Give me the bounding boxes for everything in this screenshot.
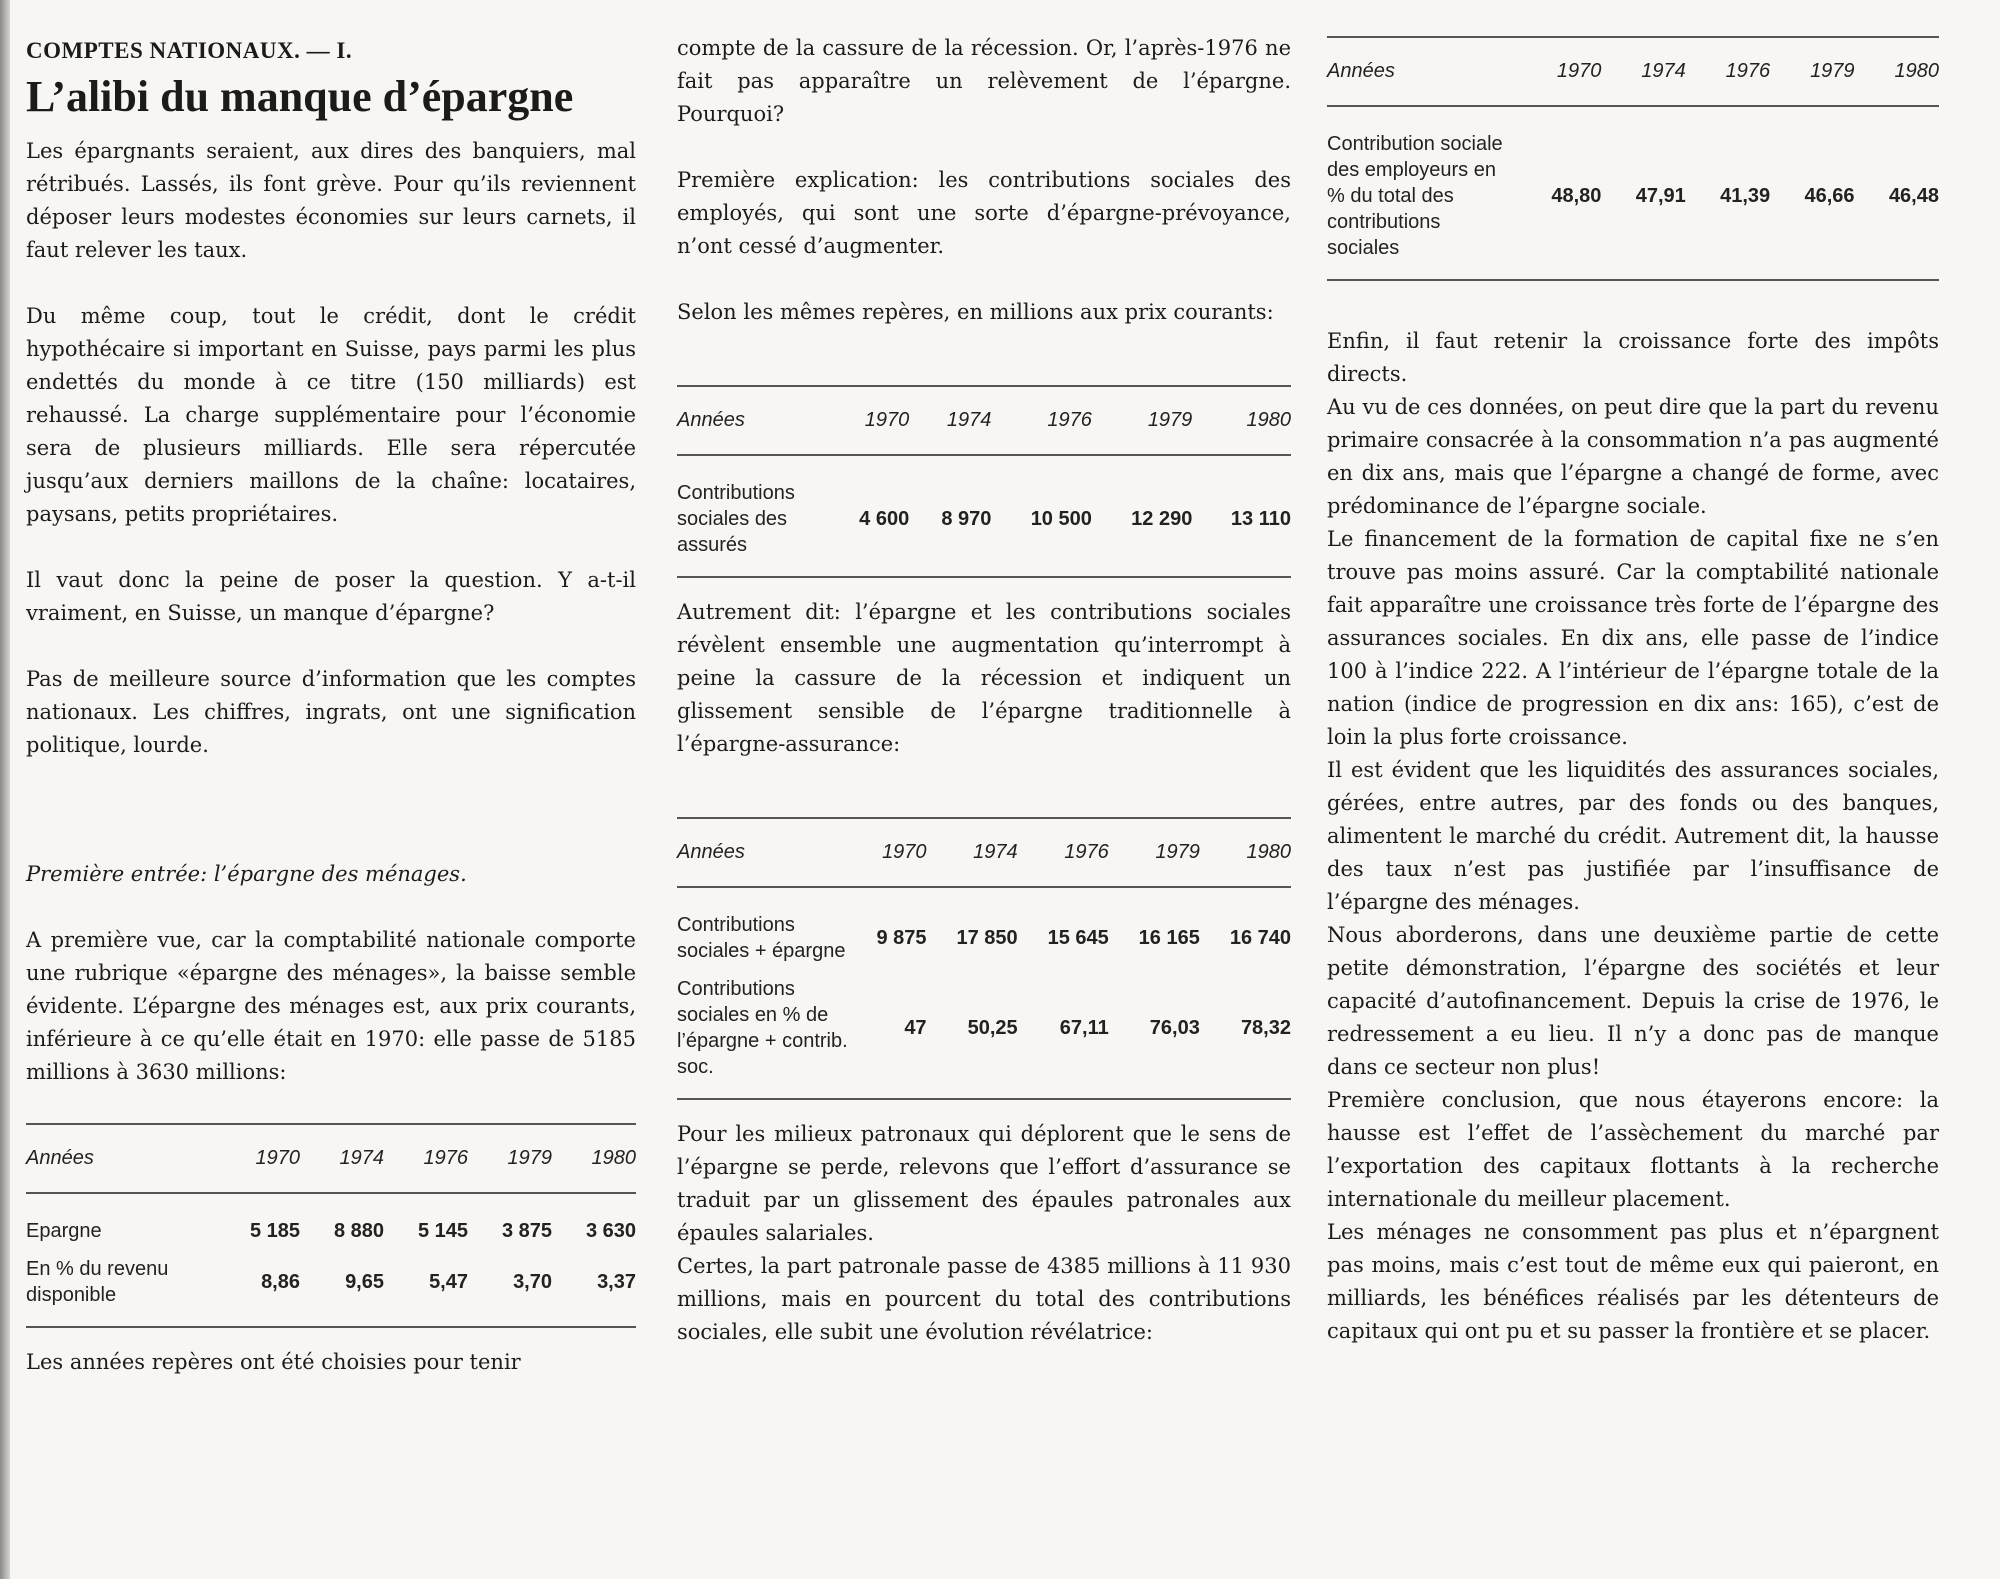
table-cell: 48,80 — [1517, 106, 1601, 280]
paragraph: Certes, la part patronale passe de 4385 millions à 11 930 millions, mais en pourcent du total des contributions sociales, elle subit une évolution révélatrice: — [677, 1254, 1291, 1344]
column-3 — [1327, 32, 1939, 1348]
table-epargne-menages — [26, 1123, 636, 1328]
table-header-cell: 1970 — [1517, 37, 1601, 106]
table-cell: 3 630 — [585, 1219, 636, 1242]
table-cell: 15 645 — [1047, 926, 1109, 949]
table-header-cell: 1974 — [927, 818, 1018, 887]
table-header-cell: Années — [1327, 37, 1517, 106]
table-cell: 50,25 — [927, 970, 1018, 1099]
table-cell: 5,47 — [384, 1250, 468, 1327]
table-cell: 4 600 — [827, 455, 909, 577]
paragraph: Les épargnants seraient, aux dires des banquiers, mal rétribués. Lassés, ils font grève. Pour qu’ils reviennent déposer leurs modestes économies sur leurs carnets, il faut relever les taux. — [26, 139, 636, 262]
table-row — [26, 1250, 636, 1327]
table-cell: 9,65 — [300, 1250, 384, 1327]
table-header-cell: 1979 — [1092, 386, 1192, 455]
table-part-patronale — [1327, 36, 1939, 281]
paragraph: Les années repères ont été choisies pour tenir — [26, 1350, 521, 1374]
table-contributions-assures — [677, 385, 1291, 578]
table-cell: 10 500 — [991, 455, 1091, 577]
table-cell: 8 880 — [333, 1219, 384, 1242]
paragraph: Le financement de la formation de capital fixe ne s’en trouve pas moins assuré. Car la comptabilité nationale fait apparaître une croissance très forte de l’épargne des assurances sociales. En dix ans, elle passe de l’indice 100 à l’indice 222. A l’intérieur de l’épargne totale de la nation (indice de progression en dix ans: 165), c’est de loin la plus forte croissance. — [1327, 527, 1939, 749]
table-row — [1327, 106, 1939, 280]
column-1 — [26, 32, 636, 1379]
table-header-cell: 1970 — [216, 1124, 300, 1193]
table-cell: 41,39 — [1686, 106, 1770, 280]
paragraph: compte de la cassure de la récession. Or, l’après-1976 ne fait pas apparaître un relèvement de l’épargne. Pourquoi? — [677, 36, 1291, 126]
data-table — [26, 1123, 636, 1328]
column-2 — [677, 32, 1291, 1349]
table-row — [677, 455, 1291, 577]
data-table — [677, 817, 1291, 1100]
table-row — [677, 970, 1291, 1099]
table-row-label: Contributions sociales + épargne — [677, 914, 846, 962]
table-header-row — [1327, 37, 1939, 106]
table-header-cell: 1980 — [1192, 386, 1291, 455]
table-cell: 12 290 — [1092, 455, 1192, 577]
paragraph: Du même coup, tout le crédit, dont le crédit hypothécaire si important en Suisse, pays parmi les plus endettés du monde à ce titre (150 milliards) est rehaussé. La charge supplémentaire pour l’économie sera de plusieurs milliards. Elle sera répercutée jusqu’aux derniers maillons de la chaîne: locataires, paysans, petits propriétaires. — [26, 304, 636, 526]
table-header-row — [677, 818, 1291, 887]
paragraph: Nous aborderons, dans une deuxième partie de cette petite démonstration, l’épargne des sociétés et leur capacité d’autofinancement. Depuis la crise de 1976, le redressement a eu lieu. Il n’y a donc pas de manque dans ce secteur non plus! — [1327, 923, 1939, 1079]
paragraph: Première explication: les contributions sociales des employés, qui sont une sorte d’épargne-prévoyance, n’ont cessé d’augmenter. — [677, 168, 1291, 258]
table-cell: 46,48 — [1855, 106, 1939, 280]
paragraph: Les ménages ne consomment pas plus et n’épargnent pas moins, mais c’est tout de même eux qui paieront, en milliards, les bénéfices réalisés par les détenteurs de capitaux qui ont pu et su passer la frontière et se placer. — [1327, 1220, 1939, 1343]
table-header-row — [677, 386, 1291, 455]
paragraph: Il vaut donc la peine de poser la question. Y a-t-il vraiment, en Suisse, un manque d’épargne? — [26, 568, 636, 625]
table-cell: 13 110 — [1192, 455, 1291, 577]
table-cell: 67,11 — [1018, 970, 1109, 1099]
table-header-cell: Années — [677, 386, 827, 455]
table-row-label: Contribution sociale des employeurs en % du total des contributions sociales — [1327, 106, 1517, 280]
paragraph: Pas de meilleure source d’information que les comptes nationaux. Les chiffres, ingrats, ont une signification politique, lourde. — [26, 667, 636, 757]
table-cell: 3,37 — [552, 1250, 636, 1327]
table-cell: 47,91 — [1601, 106, 1685, 280]
data-table — [1327, 36, 1939, 281]
article-title: L’alibi du manque d’épargne — [26, 72, 574, 121]
table-cell: 9 875 — [876, 926, 927, 949]
table-cell: 8,86 — [216, 1250, 300, 1327]
page-edge-shadow — [0, 0, 10, 1579]
table-cell: 17 850 — [956, 926, 1018, 949]
table-header-cell: Années — [26, 1124, 216, 1193]
paragraph: Autrement dit: l’épargne et les contributions sociales révèlent ensemble une augmentation qu’interrompt à peine la cassure de la récession et indiquent un glissement sensible de l’épargne traditionnelle à l’épargne-assurance: — [677, 600, 1291, 756]
table-header-cell: 1980 — [1855, 37, 1939, 106]
table-header-cell: 1976 — [384, 1124, 468, 1193]
table-header-cell: 1980 — [552, 1124, 636, 1193]
table-header-cell: 1976 — [1686, 37, 1770, 106]
table-header-cell: 1979 — [468, 1124, 552, 1193]
table-header-row — [26, 1124, 636, 1193]
table-header-cell: 1974 — [300, 1124, 384, 1193]
table-header-cell: 1974 — [1601, 37, 1685, 106]
section-kicker: COMPTES NATIONAUX. — I. — [26, 38, 353, 63]
table-header-cell: 1970 — [827, 386, 909, 455]
table-cell: 5 185 — [249, 1219, 300, 1242]
table-cell: 3,70 — [468, 1250, 552, 1327]
table-header-cell: 1970 — [852, 818, 927, 887]
paragraph: Enfin, il faut retenir la croissance forte des impôts directs. — [1327, 329, 1939, 386]
table-row-label: Epargne — [26, 1220, 102, 1242]
table-cell: 3 875 — [501, 1219, 552, 1242]
table-row — [677, 887, 1291, 970]
table-row-label: Contributions sociales en % de l’épargne + contrib. soc. — [677, 970, 852, 1099]
table-header-cell: 1976 — [991, 386, 1091, 455]
table-cell: 78,32 — [1200, 970, 1291, 1099]
table-header-cell: 1979 — [1770, 37, 1854, 106]
data-table — [677, 385, 1291, 578]
table-header-cell: 1980 — [1200, 818, 1291, 887]
table-row-label: Contributions sociales des assurés — [677, 455, 827, 577]
table-header-cell: 1974 — [909, 386, 991, 455]
table-header-cell: Années — [677, 818, 852, 887]
paragraph: Il est évident que les liquidités des assurances sociales, gérées, entre autres, par des fonds ou des banques, alimentent le marché du crédit. Autrement dit, la hausse des taux n’est pas justifiée par l’insuffisance de l’épargne des ménages. — [1327, 758, 1939, 914]
table-row — [26, 1193, 636, 1250]
table-header-cell: 1979 — [1109, 818, 1200, 887]
paragraph: Pour les milieux patronaux qui déplorent que le sens de l’épargne se perde, relevons que l’effort d’assurance se traduit par un glissement des épaules patronales aux épaules salariales. — [677, 1122, 1291, 1245]
table-row-label: En % du revenu disponible — [26, 1250, 216, 1327]
table-cell: 8 970 — [909, 455, 991, 577]
table-cell: 46,66 — [1770, 106, 1854, 280]
table-cell: 16 165 — [1138, 926, 1200, 949]
table-cell: 16 740 — [1229, 926, 1291, 949]
paragraph: Selon les mêmes repères, en millions aux prix courants: — [677, 300, 1274, 324]
table-header-cell: 1976 — [1018, 818, 1109, 887]
table-contributions-epargne — [677, 817, 1291, 1100]
subheading: Première entrée: l’épargne des ménages. — [26, 862, 467, 886]
table-cell: 47 — [852, 970, 927, 1099]
paragraph: A première vue, car la comptabilité nationale comporte une rubrique «épargne des ménages», la baisse semble évidente. L’épargne des ménages est, aux prix courants, inférieure à ce qu’elle était en 1970: elle passe de 5185 millions à 3630 millions: — [26, 928, 636, 1084]
table-cell: 5 145 — [417, 1219, 468, 1242]
table-cell: 76,03 — [1109, 970, 1200, 1099]
paragraph: Première conclusion, que nous étayerons encore: la hausse est l’effet de l’assèchement du marché par l’exportation des capitaux flottants à la recherche internationale du meilleur placement. — [1327, 1088, 1939, 1211]
paragraph: Au vu de ces données, on peut dire que la part du revenu primaire consacrée à la consommation n’a pas augmenté en dix ans, mais que l’épargne a changé de forme, avec prédominance de l’épargne sociale. — [1327, 395, 1939, 518]
